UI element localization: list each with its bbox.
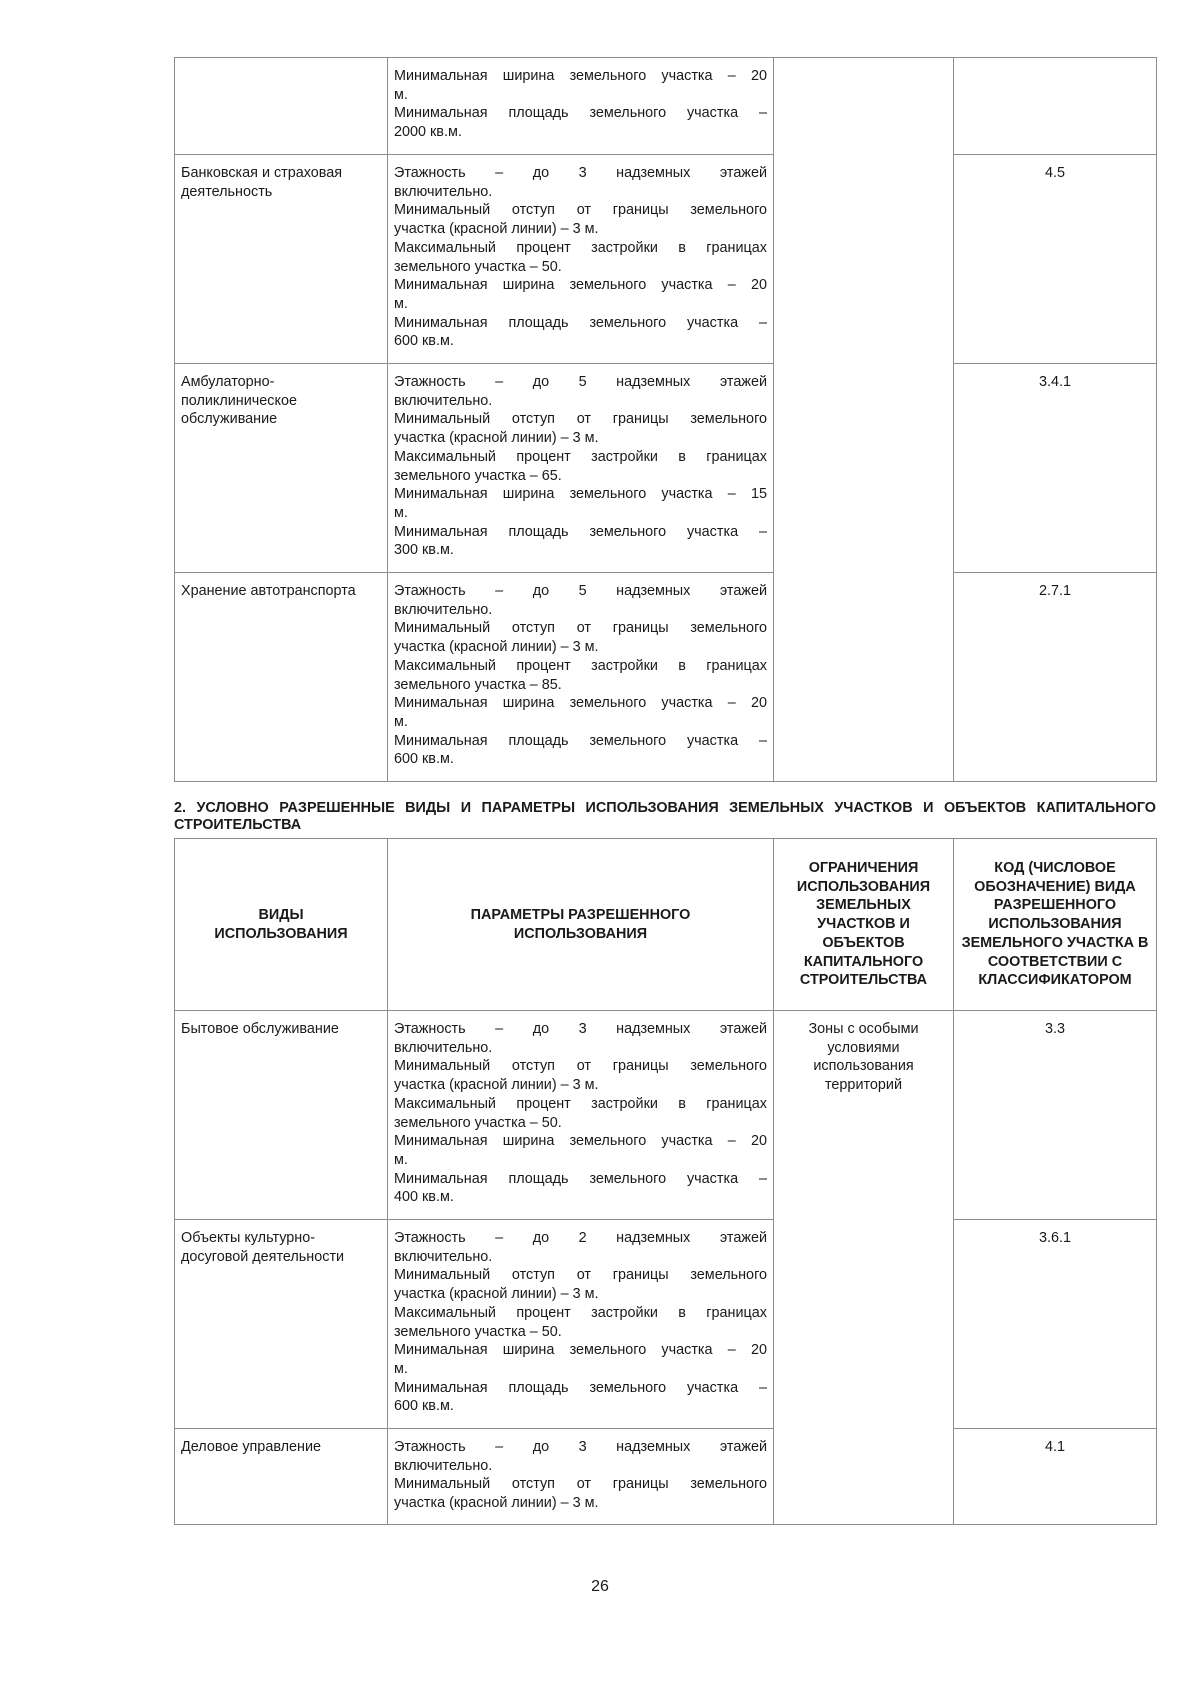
column-header-use-types: ВИДЫ ИСПОЛЬЗОВАНИЯ — [175, 839, 388, 1011]
param-line: Этажность – до 2 надземных этажей — [394, 1230, 767, 1246]
param-line: м. — [394, 86, 408, 103]
param-line: земельного участка – 50. — [394, 1323, 562, 1340]
param-line: Максимальный процент застройки в границах — [394, 657, 767, 674]
use-type-cell: Бытовое обслуживание — [175, 1011, 388, 1220]
param-line: земельного участка – 50. — [394, 1114, 562, 1131]
code-cell: 4.5 — [954, 155, 1157, 364]
use-type-cell: Объекты культурно-досуговой деятельности — [175, 1220, 388, 1429]
conditional-use-table — [174, 838, 1157, 1525]
parameters-cell — [388, 1220, 774, 1429]
param-line: м. — [394, 504, 408, 521]
param-line: Минимальная площадь земельного участка – — [394, 314, 767, 331]
table-row — [175, 1011, 1157, 1220]
param-line: Минимальная ширина земельного участка – 20 — [394, 68, 767, 84]
param-line: Этажность – до 3 надземных этажей — [394, 165, 767, 181]
param-line: м. — [394, 1151, 408, 1168]
param-line: земельного участка – 65. — [394, 467, 562, 484]
code-cell: 3.4.1 — [954, 364, 1157, 573]
param-line: Минимальная площадь земельного участка – — [394, 732, 767, 749]
param-line: включительно. — [394, 601, 493, 618]
land-use-table-continued — [174, 57, 1157, 782]
param-line: 2000 кв.м. — [394, 124, 462, 141]
table-row — [175, 58, 1157, 155]
table-header-row — [175, 839, 1157, 1011]
param-line: Минимальная площадь земельного участка – — [394, 105, 767, 122]
param-line: участка (красной линии) – 3 м. — [394, 1286, 599, 1303]
param-line: Минимальный отступ от границы земельного — [394, 202, 767, 219]
param-line: Минимальная площадь земельного участка – — [394, 1170, 767, 1187]
use-type-cell: Банковская и страховая деятельность — [175, 155, 388, 364]
param-line: участка (красной линии) – 3 м. — [394, 221, 599, 238]
param-line: Минимальный отступ от границы земельного — [394, 1476, 767, 1493]
param-line: Минимальная площадь земельного участка – — [394, 523, 767, 540]
param-line: участка (красной линии) – 3 м. — [394, 639, 599, 656]
parameters-cell — [388, 573, 774, 782]
table-row — [175, 1429, 1157, 1525]
parameters-cell — [388, 155, 774, 364]
param-line: Минимальный отступ от границы земельного — [394, 411, 767, 428]
param-line: 600 кв.м. — [394, 751, 454, 768]
param-line: Этажность – до 5 надземных этажей — [394, 583, 767, 599]
param-line: Максимальный процент застройки в границах — [394, 1095, 767, 1112]
code-cell: 2.7.1 — [954, 573, 1157, 782]
table-row — [175, 1220, 1157, 1429]
table-row — [175, 573, 1157, 782]
param-line: Этажность – до 3 надземных этажей — [394, 1439, 767, 1455]
param-line: участка (красной линии) – 3 м. — [394, 430, 599, 447]
column-header-restrictions: ОГРАНИЧЕНИЯ ИСПОЛЬЗОВАНИЯ ЗЕМЕЛЬНЫХ УЧАСТКОВ И ОБЪЕКТОВ КАПИТАЛЬНОГО СТРОИТЕЛЬСТВА — [774, 839, 954, 1011]
code-cell: 3.3 — [954, 1011, 1157, 1220]
param-line: 400 кв.м. — [394, 1189, 454, 1206]
restrictions-cell — [774, 58, 954, 782]
param-line: включительно. — [394, 183, 493, 200]
param-line: участка (красной линии) – 3 м. — [394, 1077, 599, 1094]
code-cell: 3.6.1 — [954, 1220, 1157, 1429]
parameters-cell — [388, 364, 774, 573]
section-heading: 2. УСЛОВНО РАЗРЕШЕННЫЕ ВИДЫ И ПАРАМЕТРЫ ИСПОЛЬЗОВАНИЯ ЗЕМЕЛЬНЫХ УЧАСТКОВ И ОБЪЕКТОВ КАПИТАЛЬНОГО СТРОИТЕЛЬСТВА — [174, 800, 1156, 833]
param-line: Этажность – до 5 надземных этажей — [394, 374, 767, 390]
param-line: Минимальная ширина земельного участка – 20 — [394, 1133, 767, 1150]
param-line: м. — [394, 295, 408, 312]
column-header-code: КОД (ЧИСЛОВОЕ ОБОЗНАЧЕНИЕ) ВИДА РАЗРЕШЕННОГО ИСПОЛЬЗОВАНИЯ ЗЕМЕЛЬНОГО УЧАСТКА В СООТВЕТСТВИИ С КЛАССИФИКАТОРОМ — [954, 839, 1157, 1011]
param-line: Минимальная ширина земельного участка – 20 — [394, 1342, 767, 1359]
param-line: Минимальный отступ от границы земельного — [394, 1267, 767, 1284]
param-line: м. — [394, 713, 408, 730]
param-line: 600 кв.м. — [394, 333, 454, 350]
page-number: 26 — [591, 1578, 609, 1595]
use-type-cell: Амбулаторно-поликлиническое обслуживание — [175, 364, 388, 573]
code-cell: 4.1 — [954, 1429, 1157, 1525]
table-row — [175, 364, 1157, 573]
column-header-parameters: ПАРАМЕТРЫ РАЗРЕШЕННОГО ИСПОЛЬЗОВАНИЯ — [388, 839, 774, 1011]
param-line: земельного участка – 85. — [394, 676, 562, 693]
code-cell — [954, 58, 1157, 155]
param-line: Минимальный отступ от границы земельного — [394, 620, 767, 637]
param-line: м. — [394, 1360, 408, 1377]
param-line: 600 кв.м. — [394, 1398, 454, 1415]
parameters-cell — [388, 1011, 774, 1220]
param-line: Минимальная ширина земельного участка – 15 — [394, 486, 767, 503]
param-line: Минимальная ширина земельного участка – 20 — [394, 695, 767, 712]
param-line: Минимальная ширина земельного участка – 20 — [394, 277, 767, 294]
param-line: включительно. — [394, 1457, 493, 1474]
use-type-cell: Деловое управление — [175, 1429, 388, 1525]
parameters-cell — [388, 58, 774, 155]
param-line: включительно. — [394, 392, 493, 409]
table-row — [175, 155, 1157, 364]
use-type-cell — [175, 58, 388, 155]
param-line: Этажность – до 3 надземных этажей — [394, 1021, 767, 1037]
param-line: земельного участка – 50. — [394, 258, 562, 275]
param-line: Минимальный отступ от границы земельного — [394, 1058, 767, 1075]
param-line: 300 кв.м. — [394, 542, 454, 559]
param-line: включительно. — [394, 1248, 493, 1265]
param-line: Максимальный процент застройки в границах — [394, 448, 767, 465]
param-line: участка (красной линии) – 3 м. — [394, 1495, 599, 1512]
restrictions-cell — [774, 1011, 954, 1525]
param-line: Максимальный процент застройки в границах — [394, 1304, 767, 1321]
param-line: Максимальный процент застройки в границах — [394, 239, 767, 256]
parameters-cell — [388, 1429, 774, 1525]
use-type-cell: Хранение автотранспорта — [175, 573, 388, 782]
param-line: включительно. — [394, 1039, 493, 1056]
restriction-text: Зоны с особыми условиями использования территорий — [808, 1021, 919, 1094]
param-line: Минимальная площадь земельного участка – — [394, 1379, 767, 1396]
